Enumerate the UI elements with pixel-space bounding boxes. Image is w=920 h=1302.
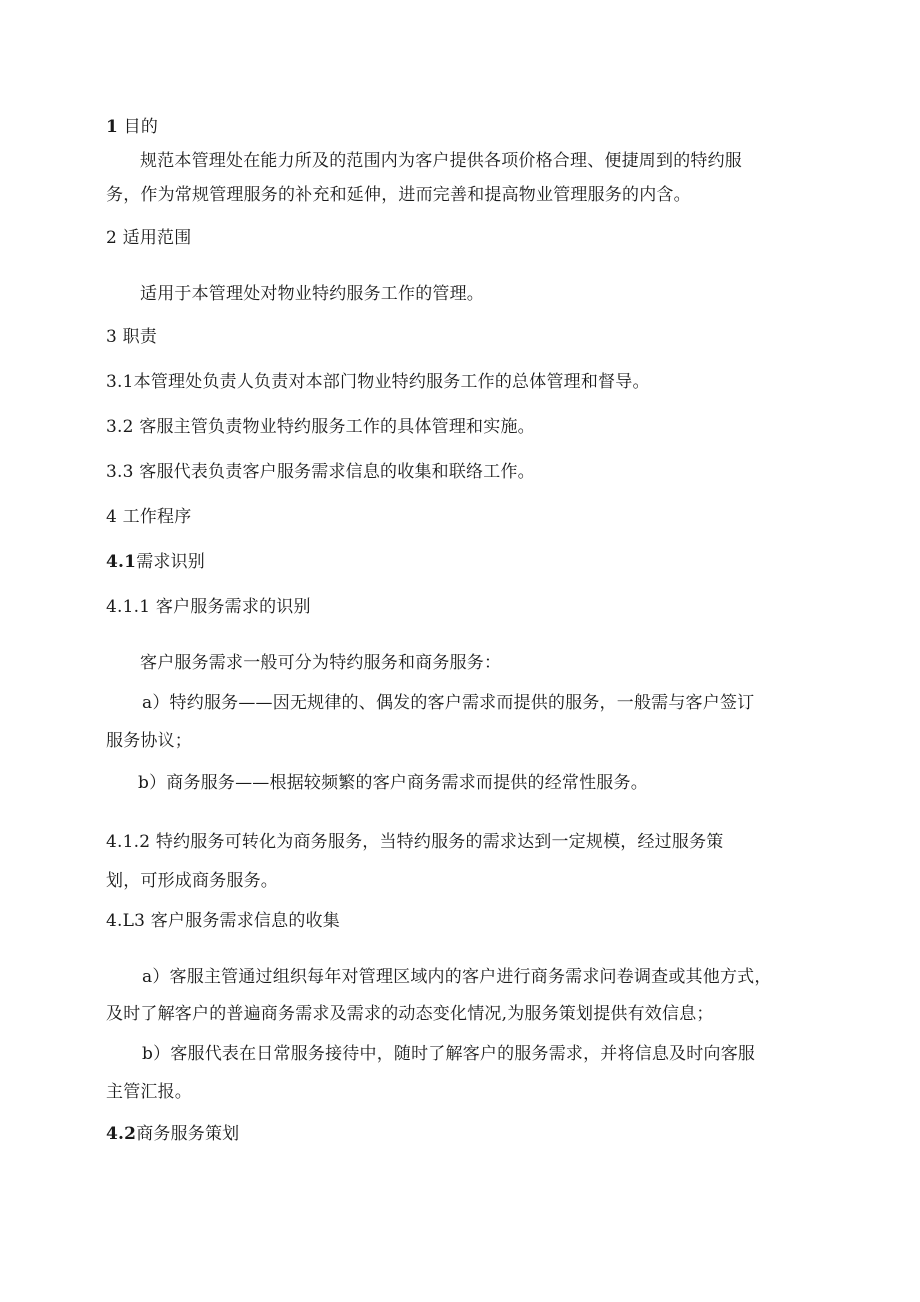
paragraph-line: 服务协议；	[106, 731, 192, 751]
section-4-1-heading	[106, 551, 205, 573]
section-title: 商务服务策划	[136, 1124, 240, 1144]
list-item	[106, 371, 650, 393]
section-1-heading	[106, 116, 158, 138]
paragraph-line: 适用于本管理处对物业特约服务工作的管理。	[140, 284, 484, 304]
section-number: 4.1.2	[106, 832, 151, 852]
item-label: b）	[138, 773, 167, 793]
section-2-heading	[106, 227, 191, 249]
paragraph-line: 划，可形成商务服务。	[106, 871, 278, 891]
item-text: 客服主管通过组织每年对管理区域内的客户进行商务需求问卷调查或其他方式，	[169, 967, 772, 987]
list-item-a	[142, 692, 754, 714]
section-4-1-2	[106, 831, 723, 853]
section-4-1-1-heading	[106, 596, 311, 618]
paragraph-line: 规范本管理处在能力所及的范围内为客户提供各项价格合理、便捷周到的特约服	[140, 151, 742, 171]
item-number: 3.2	[106, 417, 134, 437]
item-text: 客服主管负责物业特约服务工作的具体管理和实施。	[139, 417, 535, 437]
section-4-2-heading	[106, 1123, 239, 1145]
list-item	[106, 461, 535, 483]
section-number: 2	[106, 228, 118, 248]
paragraph-line: 客户服务需求一般可分为特约服务和商务服务：	[140, 653, 502, 673]
item-label: a）	[142, 693, 170, 713]
section-title: 职责	[122, 327, 158, 347]
section-number: 1	[106, 117, 119, 137]
section-number: 4.1	[106, 552, 137, 572]
section-4-heading	[106, 506, 191, 528]
section-number: 4.1.1	[106, 597, 151, 617]
item-number: 3.3	[106, 462, 134, 482]
list-item-b	[138, 772, 648, 794]
item-text: 特约服务——因无规律的、偶发的客户需求而提供的服务，一般需与客户签订	[169, 693, 755, 713]
list-item	[106, 416, 535, 438]
section-4-1-3-heading	[106, 910, 340, 932]
item-text: 客服代表负责客户服务需求信息的收集和联络工作。	[139, 462, 535, 482]
item-text: 本管理处负责人负责对本部门物业特约服务工作的总体管理和督导。	[133, 372, 650, 392]
section-number: 4.2	[106, 1124, 137, 1144]
section-title: 适用范围	[122, 228, 192, 248]
section-title: 工作程序	[122, 507, 192, 527]
section-title: 客户服务需求的识别	[155, 597, 311, 617]
section-title: 客户服务需求信息的收集	[150, 911, 340, 931]
paragraph-line: 主管汇报。	[106, 1082, 192, 1102]
paragraph-line: 务，作为常规管理服务的补充和延伸，进而完善和提高物业管理服务的内含。	[106, 185, 691, 205]
section-number: 3	[106, 327, 118, 347]
paragraph-line: 及时了解客户的普遍商务需求及需求的动态变化情况,为服务策划提供有效信息；	[106, 1004, 714, 1024]
section-text: 特约服务可转化为商务服务，当特约服务的需求达到一定规模，经过服务策	[155, 832, 724, 852]
item-text: 商务服务——根据较频繁的客户商务需求而提供的经常性服务。	[166, 773, 648, 793]
section-title: 需求识别	[136, 552, 205, 572]
item-text: 客服代表在日常服务接待中，随时了解客户的服务需求，并将信息及时向客服	[170, 1044, 756, 1064]
item-label: b）	[142, 1044, 171, 1064]
list-item-a	[142, 966, 772, 988]
list-item-b	[142, 1043, 755, 1065]
item-label: a）	[142, 967, 170, 987]
item-number: 3.1	[106, 372, 134, 392]
section-number: 4	[106, 507, 118, 527]
section-title: 目的	[123, 117, 159, 137]
section-number: 4.L3	[106, 911, 146, 931]
section-3-heading	[106, 326, 157, 348]
